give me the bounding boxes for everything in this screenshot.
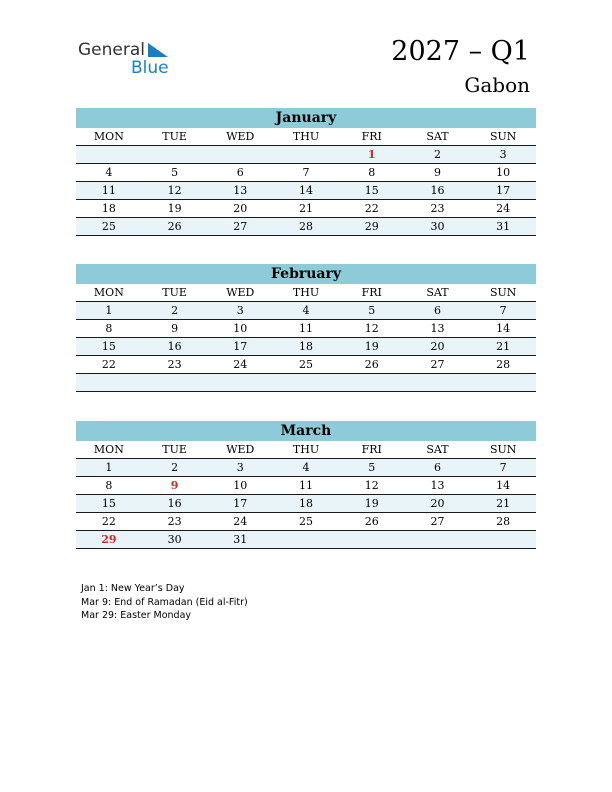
day-cell: 2: [433, 148, 441, 161]
weekday-header-row: [76, 128, 536, 146]
day-cell: 27: [430, 358, 445, 371]
weekday-label: WED: [226, 286, 255, 299]
week-row: [76, 356, 536, 374]
weekday-label: MON: [93, 286, 124, 299]
day-cell: 31: [496, 220, 511, 233]
day-cell: 3: [499, 148, 507, 161]
day-cell: 28: [496, 515, 511, 528]
holiday-note: Mar 29: Easter Monday: [81, 610, 192, 621]
day-cell: 6: [433, 461, 441, 474]
day-cell: 27: [430, 515, 445, 528]
month-calendar: [76, 421, 536, 549]
weekday-label: THU: [292, 443, 320, 456]
day-cell: [273, 531, 339, 548]
week-row: [76, 200, 536, 218]
day-cell: 9: [171, 322, 179, 335]
day-cell: 3: [236, 461, 244, 474]
day-cell: 28: [496, 358, 511, 371]
day-cell: 18: [299, 497, 314, 510]
weekday-label: THU: [292, 130, 320, 143]
day-cell: 30: [167, 533, 182, 546]
day-cell: 17: [233, 497, 248, 510]
day-cell: [76, 146, 142, 163]
week-row: [76, 374, 536, 392]
day-cell: [142, 374, 208, 391]
day-cell: 16: [430, 184, 445, 197]
day-cell: [470, 374, 536, 391]
month-title: February: [76, 264, 536, 284]
day-cell: 8: [105, 479, 113, 492]
day-cell: 3: [236, 304, 244, 317]
day-cell: 24: [233, 515, 248, 528]
holiday-day-cell: 9: [170, 479, 179, 492]
day-cell: 30: [430, 220, 445, 233]
day-cell: 2: [171, 304, 179, 317]
day-cell: [207, 374, 273, 391]
day-cell: 10: [233, 479, 248, 492]
day-cell: 24: [233, 358, 248, 371]
day-cell: [273, 146, 339, 163]
day-cell: 15: [364, 184, 379, 197]
day-cell: 12: [364, 479, 379, 492]
day-cell: 15: [101, 340, 116, 353]
week-row: [76, 459, 536, 477]
day-cell: 1: [105, 304, 113, 317]
day-cell: 15: [101, 497, 116, 510]
week-row: [76, 182, 536, 200]
month-title: March: [76, 421, 536, 441]
week-row: [76, 531, 536, 549]
day-cell: 24: [496, 202, 511, 215]
day-cell: 9: [433, 166, 441, 179]
weekday-label: TUE: [162, 443, 187, 456]
day-cell: 19: [364, 497, 379, 510]
day-cell: 5: [368, 304, 376, 317]
holiday-day-cell: 29: [101, 533, 117, 546]
week-row: [76, 338, 536, 356]
day-cell: 26: [364, 515, 379, 528]
weekday-label: MON: [93, 443, 124, 456]
weekday-label: SAT: [426, 443, 449, 456]
day-cell: 4: [302, 461, 310, 474]
weekday-header-row: [76, 441, 536, 459]
generalblue-logo: [78, 40, 178, 80]
day-cell: 4: [105, 166, 113, 179]
page-title: 2027 – Q1: [391, 36, 530, 67]
day-cell: 13: [233, 184, 248, 197]
week-row: [76, 164, 536, 182]
day-cell: 25: [299, 515, 314, 528]
country-name: Gabon: [464, 73, 530, 97]
weekday-header-row: [76, 284, 536, 302]
day-cell: [339, 531, 405, 548]
logo-general-text: General: [78, 40, 145, 60]
week-row: [76, 477, 536, 495]
weekday-label: SUN: [489, 286, 517, 299]
day-cell: 10: [496, 166, 511, 179]
day-cell: [405, 374, 471, 391]
day-cell: 6: [236, 166, 244, 179]
day-cell: 23: [430, 202, 445, 215]
day-cell: 14: [496, 479, 511, 492]
day-cell: 1: [105, 461, 113, 474]
day-cell: 6: [433, 304, 441, 317]
day-cell: [405, 531, 471, 548]
day-cell: 13: [430, 322, 445, 335]
weekday-label: WED: [226, 130, 255, 143]
week-row: [76, 495, 536, 513]
week-row: [76, 513, 536, 531]
weekday-label: FRI: [361, 130, 382, 143]
day-cell: 18: [101, 202, 116, 215]
day-cell: 27: [233, 220, 248, 233]
day-cell: 31: [233, 533, 248, 546]
day-cell: 5: [368, 461, 376, 474]
day-cell: 25: [299, 358, 314, 371]
weekday-label: SUN: [489, 443, 517, 456]
day-cell: 18: [299, 340, 314, 353]
weekday-label: FRI: [361, 286, 382, 299]
day-cell: 29: [364, 220, 379, 233]
week-row: [76, 218, 536, 236]
day-cell: 22: [101, 515, 116, 528]
day-cell: 17: [496, 184, 511, 197]
day-cell: 26: [364, 358, 379, 371]
month-title: January: [76, 108, 536, 128]
day-cell: [142, 146, 208, 163]
day-cell: 17: [233, 340, 248, 353]
day-cell: 16: [167, 340, 182, 353]
day-cell: 21: [299, 202, 314, 215]
holiday-notes: [81, 582, 248, 623]
day-cell: 11: [299, 322, 314, 335]
day-cell: 11: [101, 184, 116, 197]
day-cell: 21: [496, 340, 511, 353]
week-row: [76, 146, 536, 164]
day-cell: 22: [364, 202, 379, 215]
weekday-label: FRI: [361, 443, 382, 456]
weekday-label: TUE: [162, 130, 187, 143]
holiday-note: Mar 9: End of Ramadan (Eid al-Fitr): [81, 596, 248, 608]
day-cell: [76, 374, 142, 391]
day-cell: 28: [299, 220, 314, 233]
day-cell: 14: [496, 322, 511, 335]
day-cell: 12: [364, 322, 379, 335]
day-cell: 2: [171, 461, 179, 474]
holiday-note: Jan 1: New Year’s Day: [81, 583, 185, 594]
day-cell: [339, 374, 405, 391]
weekday-label: WED: [226, 443, 255, 456]
weekday-label: SAT: [426, 286, 449, 299]
day-cell: 8: [368, 166, 376, 179]
day-cell: 7: [302, 166, 310, 179]
day-cell: 22: [101, 358, 116, 371]
day-cell: 20: [430, 340, 445, 353]
month-calendar: [76, 264, 536, 392]
day-cell: 19: [364, 340, 379, 353]
day-cell: 12: [167, 184, 182, 197]
day-cell: 26: [167, 220, 182, 233]
day-cell: 11: [299, 479, 314, 492]
weekday-label: SAT: [426, 130, 449, 143]
month-calendar: [76, 108, 536, 236]
day-cell: 20: [233, 202, 248, 215]
weekday-label: TUE: [162, 286, 187, 299]
day-cell: 20: [430, 497, 445, 510]
day-cell: [273, 374, 339, 391]
day-cell: 7: [499, 461, 507, 474]
weekday-label: THU: [292, 286, 320, 299]
day-cell: 8: [105, 322, 113, 335]
day-cell: 21: [496, 497, 511, 510]
weekday-label: SUN: [489, 130, 517, 143]
week-row: [76, 320, 536, 338]
day-cell: 13: [430, 479, 445, 492]
logo-blue-text: Blue: [131, 58, 169, 78]
logo-triangle-icon: [148, 43, 168, 57]
day-cell: 23: [167, 358, 182, 371]
day-cell: [470, 531, 536, 548]
day-cell: 10: [233, 322, 248, 335]
day-cell: 7: [499, 304, 507, 317]
week-row: [76, 302, 536, 320]
day-cell: 25: [101, 220, 116, 233]
day-cell: 19: [167, 202, 182, 215]
day-cell: 5: [171, 166, 179, 179]
day-cell: 23: [167, 515, 182, 528]
day-cell: 14: [299, 184, 314, 197]
day-cell: 16: [167, 497, 182, 510]
holiday-day-cell: 1: [367, 148, 376, 161]
day-cell: [207, 146, 273, 163]
day-cell: 4: [302, 304, 310, 317]
weekday-label: MON: [93, 130, 124, 143]
